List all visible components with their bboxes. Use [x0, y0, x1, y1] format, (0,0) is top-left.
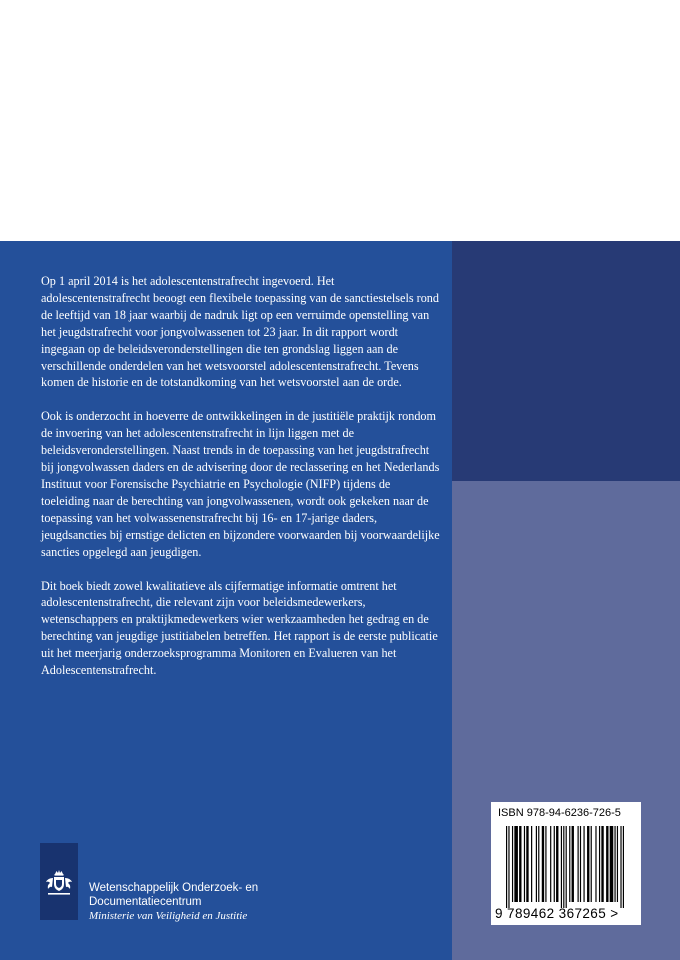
barcode-bars — [506, 826, 626, 908]
back-cover-text — [41, 273, 441, 696]
isbn-label: ISBN 978-94-6236-726-5 — [498, 807, 621, 819]
organization-name — [89, 881, 258, 923]
paragraph-intro: Op 1 april 2014 is het adolescentenstrafrecht ingevoerd. Het adolescentenstrafrecht beoogt een flexibele toepassing van de sanctiestelsels rond de leeftijd van 18 jaar waarbij de nadruk ligt op een verruimde openstelling van het jeugdstrafrecht voor jongvolwassenen tot 23 jaar. In dit rapport wordt ingegaan op de beleidsveronderstellingen die ten grondslag liggen aan de verschillende onderdelen van het wetsvoorstel adolescentenstrafrecht. Tevens komen de historie en de totstandkoming van het wetsvoorstel aan de orde. — [41, 274, 439, 390]
paragraph-research: Ook is onderzocht in hoeverre de ontwikkelingen in de justitiële praktijk rondom de invoering van het adolescentenstrafrecht in lijn liggen met de beleidsveronderstellingen. Naast trends in de toepassing van het jeugdstrafrecht bij jongvolwassen daders en de advisering door de reclassering en het Nederlands Instituut voor Forensische Psychiatrie en Psychologie (NIFP) tijdens de toeleiding naar de berechting van jongvolwassenen, wordt ook gekeken naar de toepassing van het volwassenenstrafrecht bij 16- en 17-jarige daders, jeugdsancties bij ernstige delicten en bijzondere voorwaarden bij voorwaardelijke sancties opgelegd aan jeugdigen. — [41, 409, 440, 559]
government-logo — [40, 843, 78, 920]
barcode-digits: 9 789462 367265 > — [495, 906, 619, 921]
org-name-line2: Documentatiecentrum — [89, 896, 202, 908]
paragraph-audience: Dit boek biedt zowel kwalitatieve als cijfermatige informatie omtrent het adolescentenstrafrecht, die relevant zijn voor beleidsmedewerkers, wetenschappers en praktijkmedewerkers wier werkzaamheden het gedrag en de berechting van jeugdige justitiabelen betreffen. Het rapport is de eerste publicatie uit het meerjarig onderzoeksprogramma Monitoren en Evalueren van het Adolescentenstrafrecht. — [41, 578, 438, 678]
org-name-line1: Wetenschappelijk Onderzoek- en — [89, 882, 259, 894]
top-blank-area — [0, 0, 680, 241]
ministry-name: Ministerie van Veiligheid en Justitie — [89, 910, 248, 922]
royal-coat-of-arms-icon — [40, 843, 78, 920]
side-navy-panel — [452, 241, 680, 481]
isbn-barcode — [491, 802, 641, 925]
